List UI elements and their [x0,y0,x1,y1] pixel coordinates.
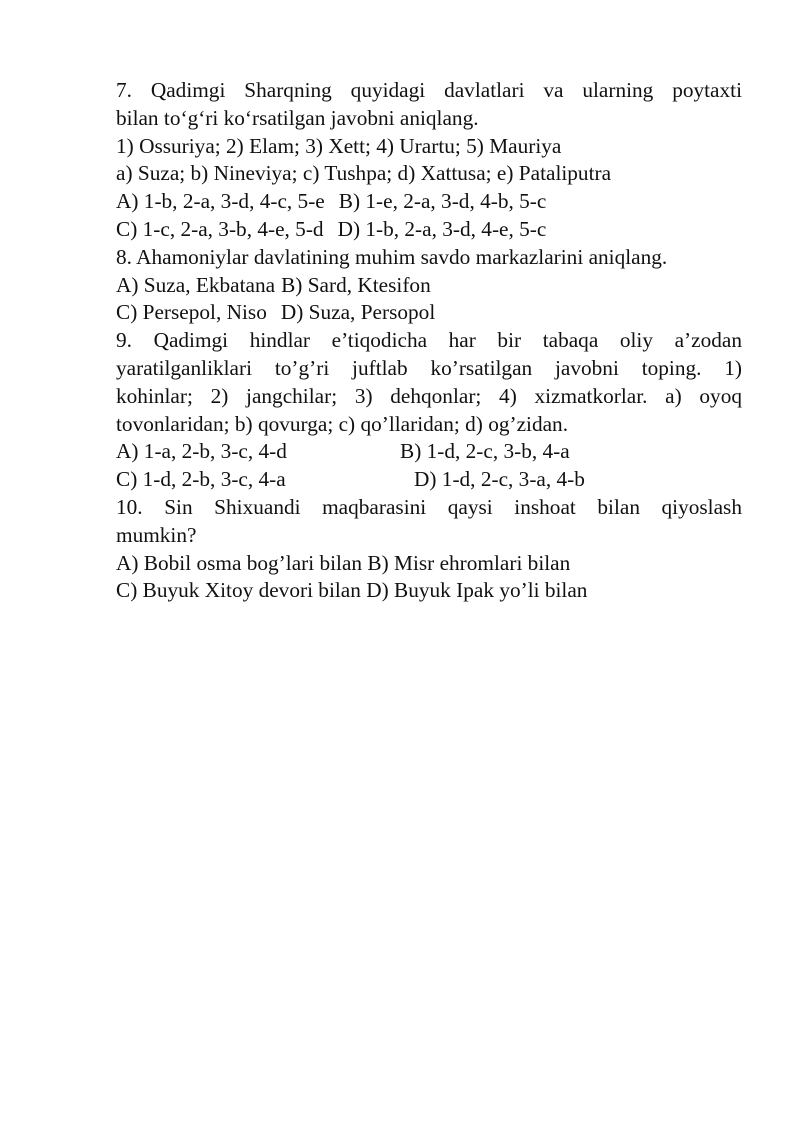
question-8 [116,244,742,327]
question-8-options-row-1 [116,272,742,300]
answer-option-d[interactable]: D) Buyuk Ipak yo’li bilan [366,578,588,603]
answer-option-c[interactable]: C) 1-c, 2-a, 3-b, 4-e, 5-d [116,216,324,241]
answer-option-b[interactable]: B) Misr ehromlari bilan [367,550,571,575]
question-7-stem-line-2: bilan to‘g‘ri ko‘rsatilgan javobni aniqlang. [116,105,479,130]
question-9-stem-line-4: tovonlaridan; b) qovurga; c) qo’llaridan; d) og’zidan. [116,411,569,436]
answer-option-d[interactable]: D) 1-d, 2-c, 3-a, 4-b [414,467,585,492]
question-10-options-row-1 [116,550,742,578]
question-9-stem-line-1: 9. Qadimgi hindlar e’tiqodicha har bir tabaqa oliy a’zodan [116,328,742,353]
answer-option-c[interactable]: C) Buyuk Xitoy devori bilan [116,578,361,603]
question-8-options-row-2 [116,299,742,327]
answer-option-b[interactable]: B) 1-e, 2-a, 3-d, 4-b, 5-c [338,189,547,214]
question-9-options-row-1 [116,438,742,466]
question-10-stem-line-2: mumkin? [116,522,197,547]
question-7 [116,77,742,244]
question-7-options-row-1 [116,188,742,216]
quiz-page [116,77,742,605]
question-7-items: 1) Ossuriya; 2) Elam; 3) Xett; 4) Urartu; 5) Mauriya [116,133,562,158]
question-8-stem: 8. Ahamoniylar davlatining muhim savdo markazlarini aniqlang. [116,244,668,269]
answer-option-a[interactable]: A) Bobil osma bog’lari bilan [116,550,363,575]
question-10-options-row-2 [116,577,742,605]
question-9-stem-line-2: yaratilganliklari to’g’ri juftlab ko’rsatilgan javobni toping. 1) [116,355,742,380]
answer-option-d[interactable]: D) 1-b, 2-a, 3-d, 4-e, 5-c [337,216,547,241]
question-10-stem-line-1: 10. Sin Shixuandi maqbarasini qaysi inshoat bilan qiyoslash [116,494,742,519]
question-7-matches: a) Suza; b) Nineviya; c) Tushpa; d) Xattusa; e) Pataliputra [116,161,612,186]
answer-option-a[interactable]: A) Suza, Ekbatana [116,272,276,297]
answer-option-a[interactable]: A) 1-b, 2-a, 3-d, 4-c, 5-e [116,189,325,214]
answer-option-b[interactable]: B) 1-d, 2-c, 3-b, 4-a [400,439,570,464]
answer-option-d[interactable]: D) Suza, Persopol [280,300,436,325]
question-9-stem-line-3: kohinlar; 2) jangchilar; 3) dehqonlar; 4) xizmatkorlar. a) oyoq [116,383,742,408]
question-9 [116,327,742,494]
answer-option-a[interactable]: A) 1-a, 2-b, 3-c, 4-d [116,439,287,464]
question-9-options-row-2 [116,466,742,494]
question-7-stem-line-1: 7. Qadimgi Sharqning quyidagi davlatlari va ularning poytaxti [116,78,742,102]
question-10 [116,494,742,605]
answer-option-c[interactable]: C) 1-d, 2-b, 3-c, 4-a [116,467,286,492]
question-7-options-row-2 [116,216,742,244]
answer-option-c[interactable]: C) Persepol, Niso [116,300,267,325]
answer-option-b[interactable]: B) Sard, Ktesifon [281,272,431,297]
